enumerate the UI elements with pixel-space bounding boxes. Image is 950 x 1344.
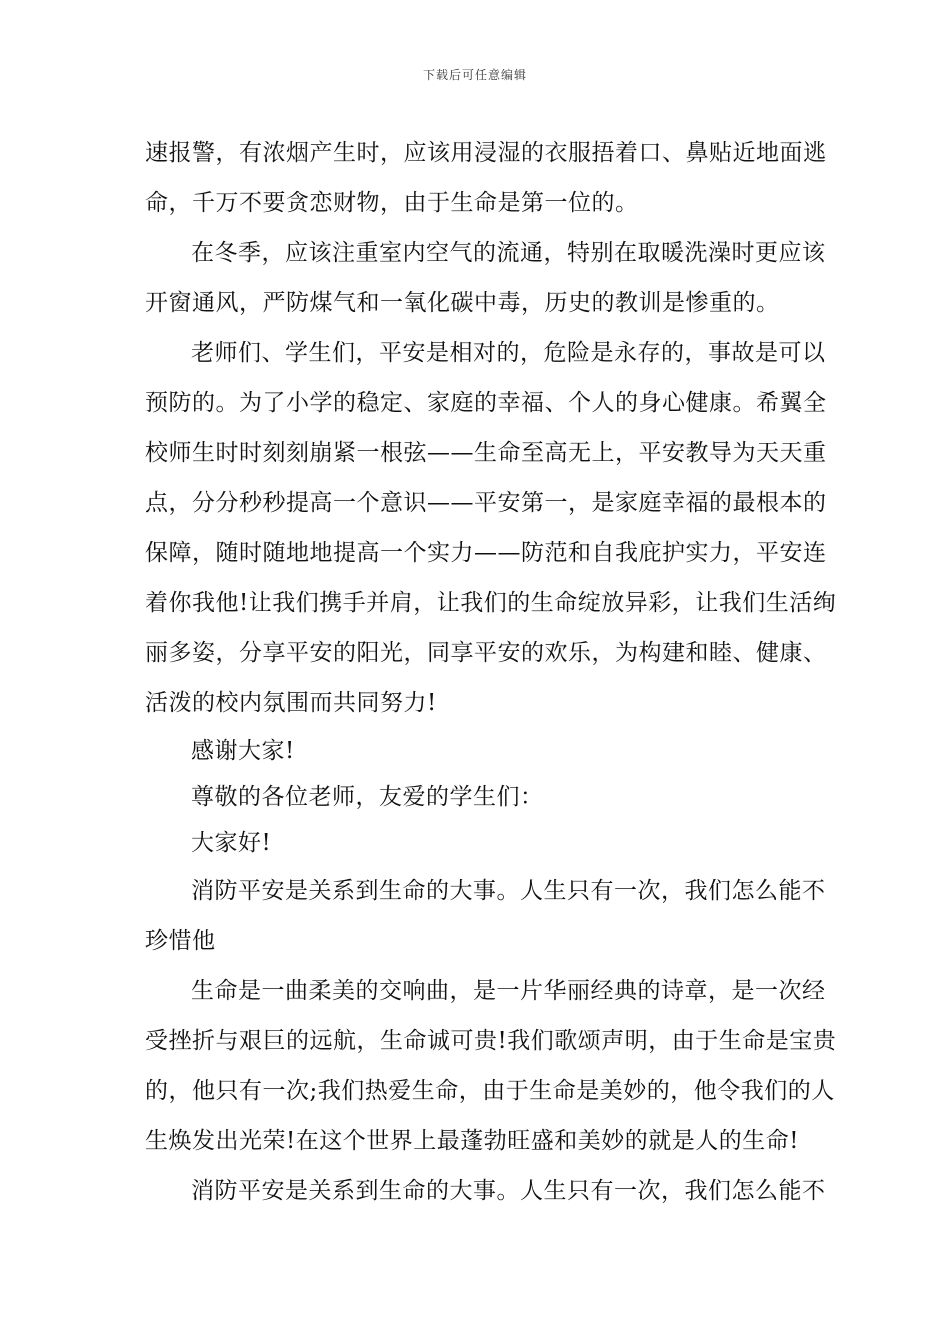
page-header-note: 下载后可任意编辑 bbox=[422, 68, 527, 82]
text-line: 校师生时时刻刻崩紧一根弦——生命至高无上，平安教导为天天重 bbox=[145, 440, 827, 466]
paragraph-start: 消防平安是关系到生命的大事。人生只有一次，我们怎么能不 bbox=[191, 1178, 826, 1204]
paragraph-start: 生命是一曲柔美的交响曲，是一片华丽经典的诗章，是一次经 bbox=[191, 978, 826, 1004]
text-line: 活泼的校内氛围而共同努力! bbox=[145, 690, 437, 716]
text-line: 丽多姿，分享平安的阳光，同享平安的欢乐，为构建和睦、健康、 bbox=[145, 640, 827, 666]
text-line: 保障，随时随地地提高一个实力——防范和自我庇护实力，平安连 bbox=[145, 540, 827, 566]
greeting-line: 大家好! bbox=[191, 830, 272, 856]
text-line: 速报警，有浓烟产生时，应该用浸湿的衣服捂着口、鼻贴近地面逃 bbox=[145, 140, 827, 166]
text-line: 受挫折与艰巨的远航，生命诚可贵!我们歌颂声明，由于生命是宝贵 bbox=[145, 1028, 837, 1054]
paragraph-start: 老师们、学生们，平安是相对的，危险是永存的，事故是可以 bbox=[191, 340, 826, 366]
text-line: 命，千万不要贪恋财物，由于生命是第一位的。 bbox=[145, 190, 639, 216]
text-line: 生焕发出光荣!在这个世界上最蓬勃旺盛和美妙的就是人的生命! bbox=[145, 1128, 799, 1154]
text-line: 的，他只有一次;我们热爱生命，由于生命是美妙的，他令我们的人 bbox=[145, 1078, 835, 1104]
greeting-line: 尊敬的各位老师，友爱的学生们： bbox=[191, 784, 544, 810]
text-line: 开窗通风，严防煤气和一氧化碳中毒，历史的教训是惨重的。 bbox=[145, 290, 780, 316]
text-line: 预防的。为了小学的稳定、家庭的幸福、个人的身心健康。希翼全 bbox=[145, 390, 827, 416]
paragraph-start: 在冬季，应该注重室内空气的流通，特别在取暖洗澡时更应该 bbox=[191, 240, 826, 266]
document-body bbox=[145, 128, 837, 1216]
text-line: 着你我他!让我们携手并肩，让我们的生命绽放异彩，让我们生活绚 bbox=[145, 590, 837, 616]
text-line: 点，分分秒秒提高一个意识——平安第一，是家庭幸福的最根本的 bbox=[145, 490, 827, 516]
text-line: 珍惜他 bbox=[145, 928, 216, 954]
paragraph-start: 消防平安是关系到生命的大事。人生只有一次，我们怎么能不 bbox=[191, 878, 826, 904]
paragraph-start: 感谢大家! bbox=[191, 738, 295, 764]
